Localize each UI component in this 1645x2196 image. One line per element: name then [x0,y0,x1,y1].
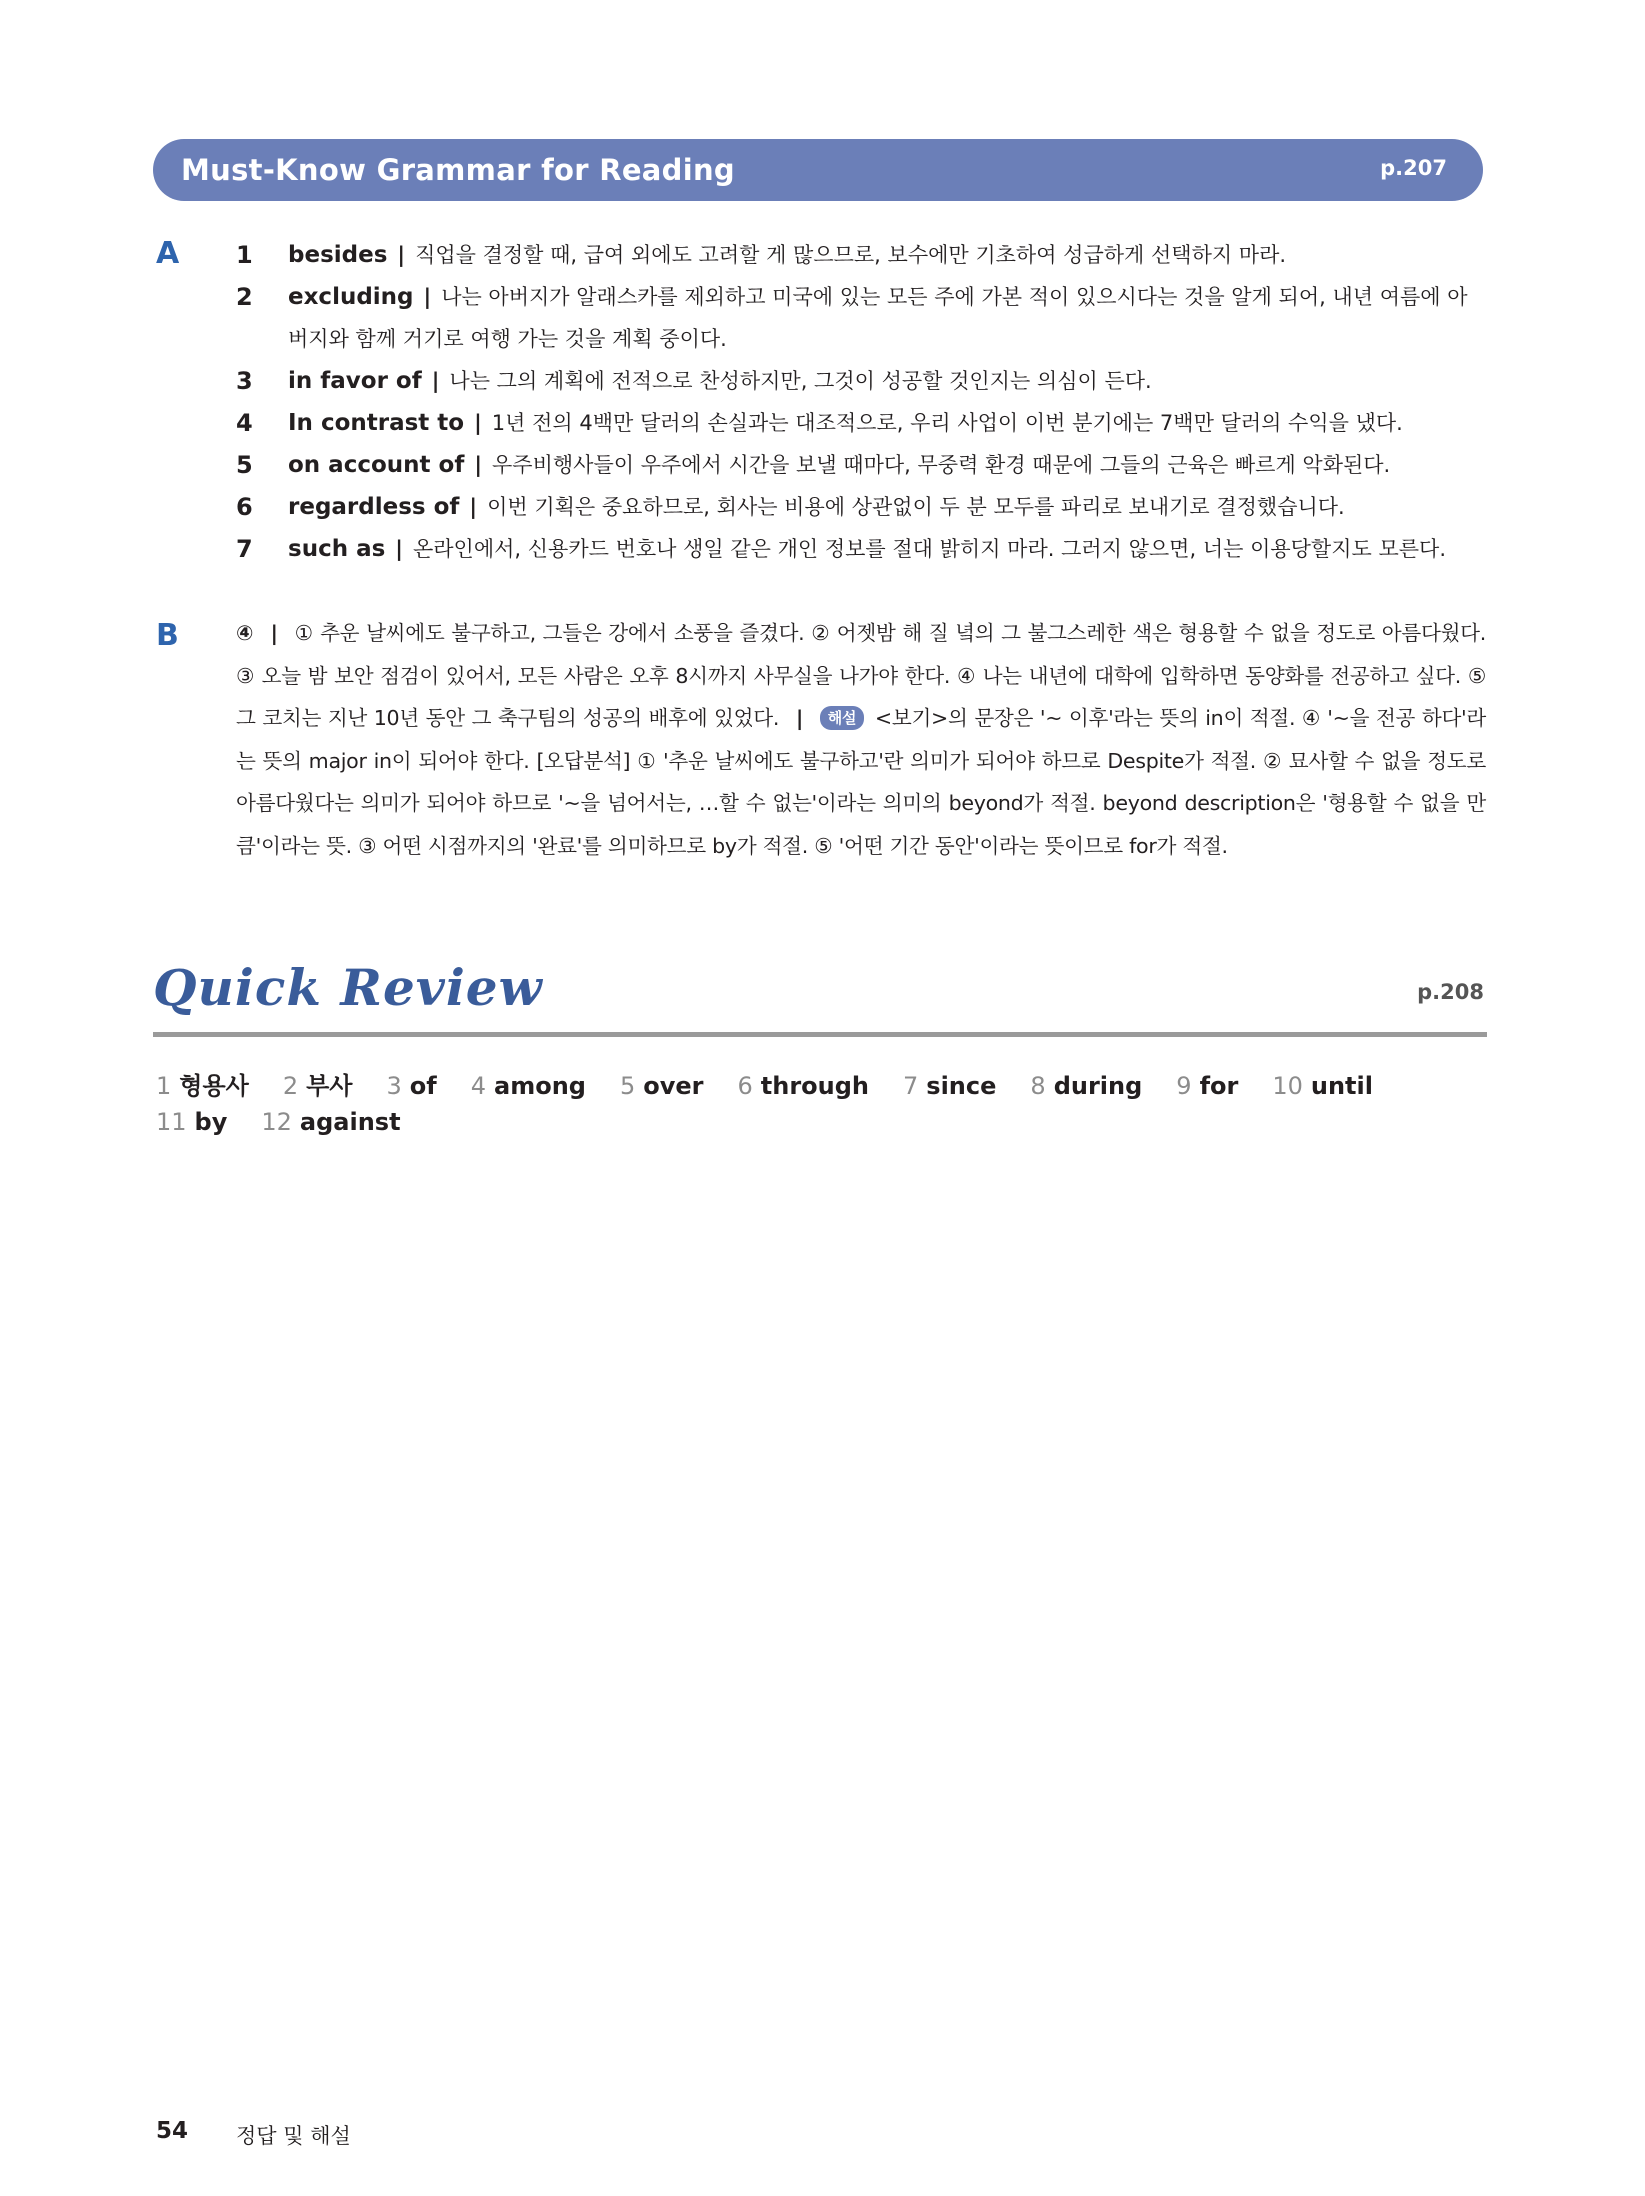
section-a-letter: A [156,236,180,271]
quick-review-item [620,1072,704,1100]
quick-review-item [738,1072,870,1100]
item-body [288,276,1483,360]
item-translation: 직업을 결정할 때, 급여 외에도 고려할 게 많으므로, 보수에만 기초하여 성급하게 선택하지 마라. [415,243,1287,267]
item-keyword: regardless of [288,494,460,520]
quick-review-answer: since [926,1072,997,1100]
item-keyword: such as [288,536,386,562]
page-number: 54 [156,2118,189,2144]
item-keyword: In contrast to [288,410,465,436]
item-number: 7 [236,535,253,563]
item-body [288,486,1483,528]
quick-review-number: 1 [156,1072,172,1100]
quick-review-answer: 부사 [306,1072,353,1100]
quick-review-page-ref: p.208 [1417,980,1484,1004]
item-number: 5 [236,451,253,479]
item-number: 1 [236,241,253,269]
item-keyword: excluding [288,284,414,310]
item-keyword: on account of [288,452,465,478]
item-body [288,528,1483,570]
quick-review-number: 5 [619,1072,636,1100]
quick-review-divider [153,1032,1487,1037]
item-keyword: in favor of [288,368,422,394]
quick-review-answer: among [494,1072,586,1100]
quick-review-title: Quick Review [153,958,543,1017]
quick-review-answers-line-1 [156,1066,1407,1101]
quick-review-answer: during [1053,1072,1143,1100]
quick-review-number: 6 [737,1072,753,1100]
quick-review-number: 4 [470,1072,486,1100]
quick-review-item [387,1072,437,1100]
quick-review-answer: by [194,1108,228,1136]
quick-review-answer: against [299,1108,401,1136]
separator: | [474,453,483,477]
quick-review-item [1176,1072,1238,1100]
section-b-letter: B [156,618,179,653]
item-translation: 이번 기획은 중요하므로, 회사는 비용에 상관없이 두 분 모두를 파리로 보내기로 결정했습니다. [487,495,1345,519]
separator: | [469,495,478,519]
item-number: 3 [236,367,253,395]
item-body [288,402,1483,444]
banner-page-ref: p.207 [1380,156,1447,180]
item-translation: 우주비행사들이 우주에서 시간을 보낼 때마다, 무중력 환경 때문에 그들의 근육은 빠르게 악화된다. [492,453,1391,477]
quick-review-item [1272,1072,1373,1100]
quick-review-item [903,1072,996,1100]
item-number: 4 [236,409,253,437]
quick-review-number: 8 [1030,1072,1046,1100]
quick-review-item [261,1108,400,1136]
quick-review-answer: through [760,1072,870,1100]
quick-review-answer: until [1310,1072,1373,1100]
quick-review-number: 3 [386,1072,402,1100]
item-number: 6 [236,493,253,521]
item-number: 2 [236,283,253,311]
item-body [288,360,1483,402]
quick-review-item [156,1108,227,1136]
quick-review-item [471,1072,586,1100]
section-b-translation: ① 추운 날씨에도 불구하고, 그들은 강에서 소풍을 즐겼다. ② 어젯밤 해 질 녘의 그 불그스레한 색은 형용할 수 없을 정도로 아름다웠다. ③ 오늘 밤 보안 점검이 있어서, 모든 사람은 오후 8시까지 사무실을 나가야 한다. ④ 나는 내년에 대학에 입학하면 동양화를 전공하고 싶다. ⑤ 그 코치는 지난 10년 동안 그 축구팀의 성공의 배후에 있었다. [236,621,1487,730]
item-translation: 1년 전의 4백만 달러의 손실과는 대조적으로, 우리 사업이 이번 분기에는 7백만 달러의 수익을 냈다. [491,411,1403,435]
quick-review-number: 2 [282,1072,299,1100]
section-b-explanation: <보기>의 문장은 '~ 이후'라는 뜻의 in이 적절. ④ '~을 전공 하다'라는 뜻의 major in이 되어야 한다. [오답분석] ① '추운 날씨에도 불구하고'란 의미가 되어야 하므로 Despite가 적절. ② 묘사할 수 없을 정도로 아름다웠다는 의미가 되어야 하므로 '~을 넘어서는, …할 수 없는'이라는 의미의 beyond가 적절. beyond description은 '형용할 수 없을 만큼'이라는 뜻. ③ 어떤 시점까지의 '완료'를 의미하므로 by가 적절. ⑤ '어떤 기간 동안'이라는 뜻이므로 for가 적절. [236,706,1486,858]
section-banner [153,139,1483,201]
quick-review-answer: of [409,1072,437,1100]
quick-review-item [1030,1072,1142,1100]
item-body [288,234,1483,276]
item-translation: 온라인에서, 신용카드 번호나 생일 같은 개인 정보를 절대 밝히지 마라. 그러지 않으면, 너는 이용당할지도 모른다. [412,537,1446,561]
quick-review-item [156,1066,249,1101]
section-b-answer: ④ [236,621,254,645]
item-translation: 나는 그의 계획에 전적으로 찬성하지만, 그것이 성공할 것인지는 의심이 든다. [449,369,1152,393]
section-b-paragraph [236,612,1486,867]
quick-review-item [283,1066,353,1101]
separator: | [395,537,403,561]
quick-review-answer: for [1199,1072,1239,1100]
banner-title: Must-Know Grammar for Reading [181,153,735,187]
separator: | [397,243,406,267]
separator: | [270,621,278,645]
quick-review-number: 10 [1272,1072,1303,1100]
separator: | [423,285,432,309]
item-body [288,444,1483,486]
separator: | [795,706,804,730]
explanation-badge: 해설 [820,706,864,730]
separator: | [474,411,482,435]
footer-label: 정답 및 해설 [236,2124,351,2148]
item-keyword: besides [288,242,388,268]
quick-review-answers-line-2 [156,1108,435,1136]
quick-review-number: 11 [156,1108,187,1136]
quick-review-answer: over [643,1072,704,1100]
separator: | [431,369,440,393]
quick-review-number: 7 [903,1072,919,1100]
quick-review-number: 9 [1176,1072,1192,1100]
quick-review-number: 12 [261,1108,292,1136]
item-translation: 나는 아버지가 알래스카를 제외하고 미국에 있는 모든 주에 가본 적이 있으시다는 것을 알게 되어, 내년 여름에 아버지와 함께 거기로 여행 가는 것을 계획 중이다. [288,285,1468,351]
quick-review-answer: 형용사 [179,1072,249,1100]
